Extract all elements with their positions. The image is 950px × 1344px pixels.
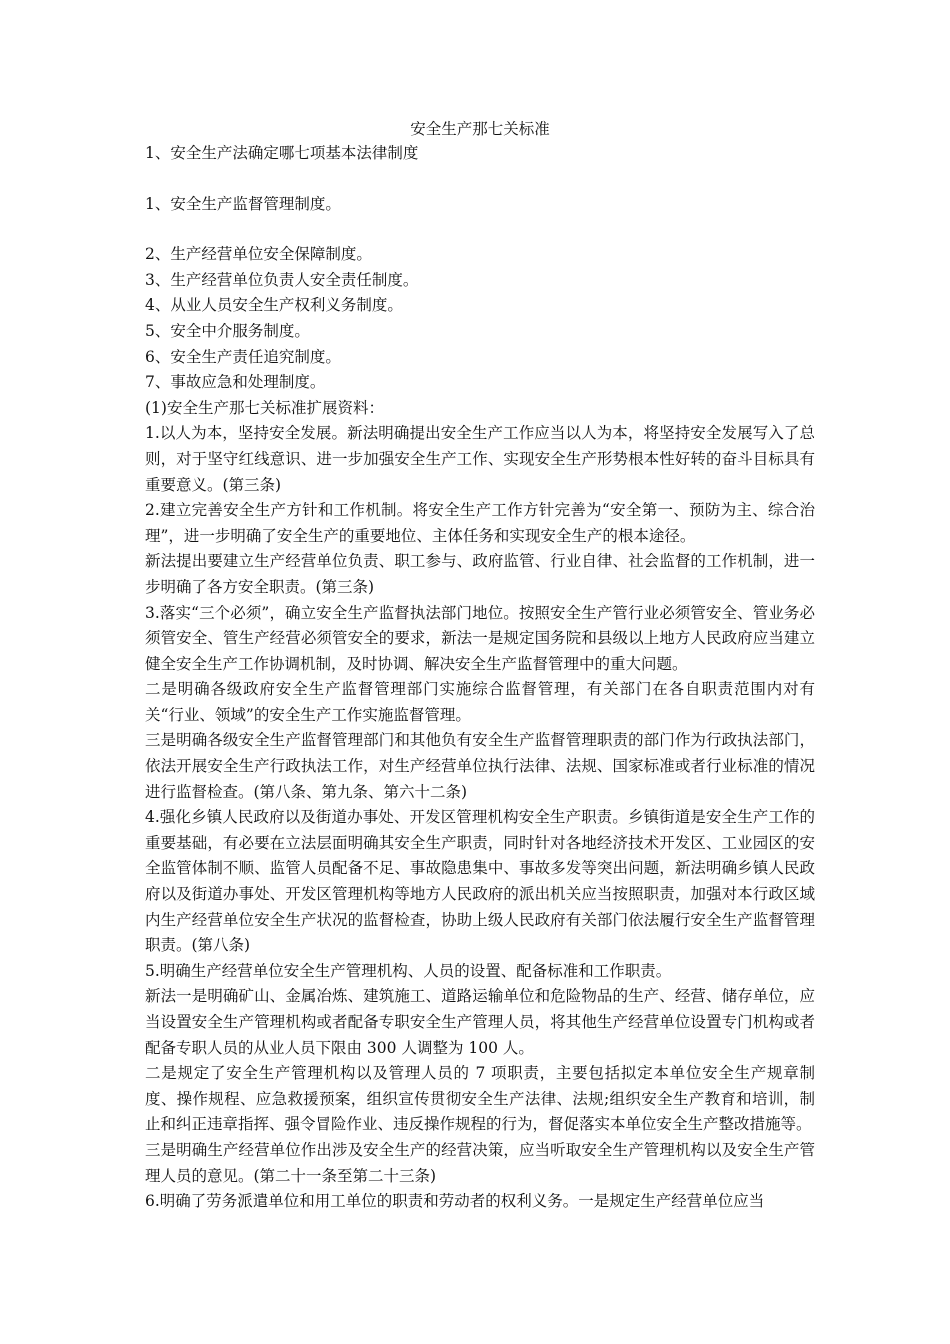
list-item-1: 1、安全生产监督管理制度。	[145, 194, 341, 213]
blank-line	[145, 167, 815, 192]
section-heading: 1、安全生产法确定哪七项基本法律制度	[145, 144, 419, 162]
paragraph: 6.明确了劳务派遣单位和用工单位的职责和劳动者的权利义务。一是规定生产经营单位应当	[145, 1192, 765, 1211]
paragraph: 4.强化乡镇人民政府以及街道办事处、开发区管理机构安全生产职责。乡镇街道是安全生产工作的重要基础，有必要在立法层面明确其安全生产职责，同时针对各地经济技术开发区、工业园区的安全监管体制不顺、监管人员配备不足、事故隐患集中、事故多发等突出问题，新法明确乡镇人民政府以及街道办事处、开发区管理机构等地方人民政府的派出机关应当按照职责，加强对本行政区域内生产经营单位安全生产状况的监督检查，协助上级人民政府有关部门依法履行安全生产监督管理职责。(第八条)	[145, 808, 815, 955]
paragraph: 2.建立完善安全生产方针和工作机制。将安全生产工作方针完善为“安全第一、预防为主、综合治理”，进一步明确了安全生产的重要地位、主体任务和实现安全生产的根本途径。	[145, 501, 815, 545]
list-item-2: 2、生产经营单位安全保障制度。	[145, 245, 372, 264]
list-item-3: 3、生产经营单位负责人安全责任制度。	[145, 270, 419, 289]
paragraph: 三是明确生产经营单位作出涉及安全生产的经营决策，应当听取安全生产管理机构以及安全生产管理人员的意见。(第二十一条至第二十三条)	[145, 1140, 815, 1185]
list-item-6: 6、安全生产责任追究制度。	[145, 347, 341, 366]
paragraph: 新法提出要建立生产经营单位负责、职工参与、政府监管、行业自律、社会监督的工作机制，进一步明确了各方安全职责。(第三条)	[145, 552, 815, 596]
paragraph: 三是明确各级安全生产监督管理部门和其他负有安全生产监督管理职责的部门作为行政执法部门，依法开展安全生产行政执法工作，对生产经营单位执行法律、法规、国家标准或者行业标准的情况进行监督检查。(第八条、第九条、第六十二条)	[145, 731, 815, 801]
paragraph: 3.落实“三个必须”，确立安全生产监督执法部门地位。按照安全生产管行业必须管安全、管业务必须管安全、管生产经营必须管安全的要求，新法一是规定国务院和县级以上地方人民政府应当建立健全安全生产工作协调机制，及时协调、解决安全生产监督管理中的重大问题。	[145, 603, 815, 673]
list-item-5: 5、安全中介服务制度。	[145, 321, 310, 340]
extension-heading: (1)安全生产那七关标准扩展资料：	[145, 398, 384, 417]
paragraph: 二是规定了安全生产管理机构以及管理人员的 7 项职责，主要包括拟定本单位安全生产规章制度、操作规程、应急救援预案，组织宣传贯彻安全生产法律、法规;组织安全生产教育和培训，制止和纠正违章指挥、强令冒险作业、违反操作规程的行为，督促落实本单位安全生产整改措施等。	[145, 1064, 815, 1134]
paragraph: 新法一是明确矿山、金属冶炼、建筑施工、道路运输单位和危险物品的生产、经营、储存单位，应当设置安全生产管理机构或者配备专职安全生产管理人员，将其他生产经营单位设置专门机构或者配备专职人员的从业人员下限由 300 人调整为 100 人。	[145, 987, 815, 1057]
blank-line	[145, 217, 815, 242]
list-item-7: 7、事故应急和处理制度。	[145, 373, 326, 392]
list-item-4: 4、从业人员安全生产权利义务制度。	[145, 296, 403, 315]
paragraph: 1.以人为本，坚持安全发展。新法明确提出安全生产工作应当以人为本，将坚持安全发展写入了总则，对于坚守红线意识、进一步加强安全生产工作、实现安全生产形势根本性好转的奋斗目标具有重要意义。(第三条)	[145, 424, 815, 494]
paragraph: 二是明确各级政府安全生产监督管理部门实施综合监督管理，有关部门在各自职责范围内对有关“行业、领域”的安全生产工作实施监督管理。	[145, 680, 815, 724]
paragraph: 5.明确生产经营单位安全生产管理机构、人员的设置、配备标准和工作职责。	[145, 961, 672, 980]
document-page	[145, 117, 815, 1215]
document-title: 安全生产那七关标准	[410, 120, 550, 138]
